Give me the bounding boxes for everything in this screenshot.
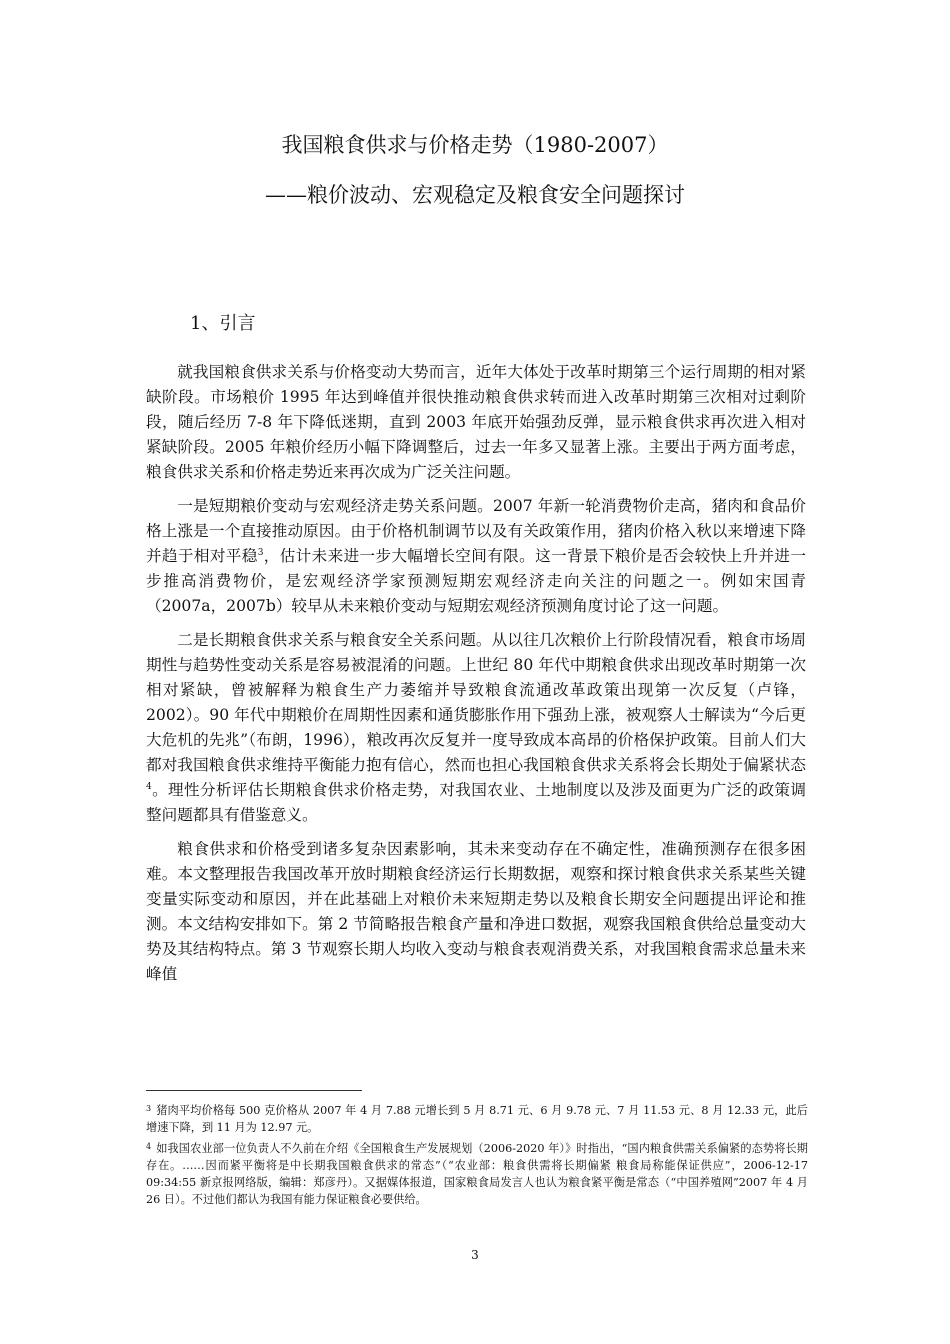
paragraph-1: 就我国粮食供求关系与价格变动大势而言，近年大体处于改革时期第三个运行周期的相对紧缺阶段。市场粮价 1995 年达到峰值并很快推动粮食供求转而进入改革时期第三次相对过剩阶段，随后经历 7-8 年下降低迷期，直到 2003 年底开始强劲反弹，显示粮食供求再次进入相对紧缺阶段。2005 年粮价经历小幅下降调整后，过去一年多又显著上涨。主要出于两方面考虑，粮食供求关系和价格走势近来再次成为广泛关注问题。: [146, 363, 806, 481]
footnote-3: [146, 1100, 808, 1136]
page-title: 我国粮食供求与价格走势（1980-2007）: [281, 133, 669, 157]
paragraph-2: [146, 494, 806, 619]
body-text: [146, 360, 806, 996]
paragraph-2-text-b: ，估计未来进一步大幅增长空间有限。这一背景下粮价是否会较快上升并进一步推高消费物价，是宏观经济学家预测短期宏观经济走向关注的问题之一。例如宋国青（2007a，2007b）较早从未来粮价变动与短期宏观经济预测角度讨论了这一问题。: [146, 547, 806, 615]
paragraph-3-text-a: 二是长期粮食供求关系与粮食安全关系问题。从以往几次粮价上行阶段情况看，粮食市场周期性与趋势性变动关系是容易被混淆的问题。上世纪 80 年代中期粮食供求出现改革时期第一次相对紧缺，曾被解释为粮食生产力萎缩并导致粮食流通改革政策出现第一次反复（卢锋，2002）。90 年代中期粮价在周期性因素和通货膨胀作用下强劲上涨，被观察人士解读为“今后更大危机的先兆”（布朗，1996），粮改再次反复并一度导致成本高昂的价格保护政策。目前人们大都对我国粮食供求维持平衡能力抱有信心，然而也担心我国粮食供求关系将会长期处于偏紧状态: [146, 631, 806, 774]
footnote-ref-3: 3: [257, 547, 264, 558]
section-heading: 1、引言: [190, 313, 256, 334]
footnote-3-text: 猪肉平均价格每 500 克价格从 2007 年 4 月 7.88 元增长到 5 月 8.71 元、6 月 9.78 元、7 月 11.53 元、8 月 12.33 元，此后增速下降，到 11 月为 12.97 元。: [146, 1104, 808, 1134]
paragraph-3: [146, 628, 806, 828]
paragraph-3-text-b: 。理性分析评估长期粮食供求价格走势，对我国农业、土地制度以及涉及面更为广泛的政策调整问题都具有借鉴意义。: [146, 781, 806, 824]
footnote-4-text: 如我国农业部一位负责人不久前在介绍《全国粮食生产发展规划（2006-2020 年）》时指出，“国内粮食供需关系偏紧的态势将长期存在。……因而紧平衡将是中长期我国粮食供求的常态”（“农业部：粮食供需将长期偏紧 粮食局称能保证供应”，2006-12-17 09:34:55 新京报网络版，编辑：郑彦丹）。又据媒体报道，国家粮食局发言人也认为粮食紧平衡是常态（“中国养殖网”2007 年 4 月 26 日）。不过他们都认为我国有能力保证粮食必要供给。: [146, 1142, 808, 1206]
footnote-4-mark: 4: [146, 1142, 152, 1151]
footnote-4: [146, 1138, 808, 1208]
page-number: 3: [471, 1248, 479, 1262]
paragraph-2-text-a: 一是短期粮价变动与宏观经济走势关系问题。2007 年新一轮消费物价走高，猪肉和食品价格上涨是一个直接推动原因。由于价格机制调节以及有关政策作用，猪肉价格入秋以来增速下降并趋于相对平稳: [146, 497, 806, 565]
footnotes: [146, 1100, 808, 1210]
paragraph-4: 粮食供求和价格受到诸多复杂因素影响，其未来变动存在不确定性，准确预测存在很多困难。本文整理报告我国改革开放时期粮食经济运行长期数据，观察和探讨粮食供求关系某些关键变量实际变动和原因，并在此基础上对粮价未来短期走势以及粮食长期安全问题提出评论和推测。本文结构安排如下。第 2 节简略报告粮食产量和净进口数据，观察我国粮食供给总量变动大势及其结构特点。第 3 节观察长期人均收入变动与粮食表观消费关系，对我国粮食需求总量未来峰值: [146, 840, 806, 983]
footnote-ref-4: 4: [146, 781, 152, 792]
footnote-divider: [146, 1090, 362, 1091]
page-subtitle: ——粮价波动、宏观稳定及粮食安全问题探讨: [265, 183, 685, 207]
footnote-3-mark: 3: [146, 1104, 152, 1113]
